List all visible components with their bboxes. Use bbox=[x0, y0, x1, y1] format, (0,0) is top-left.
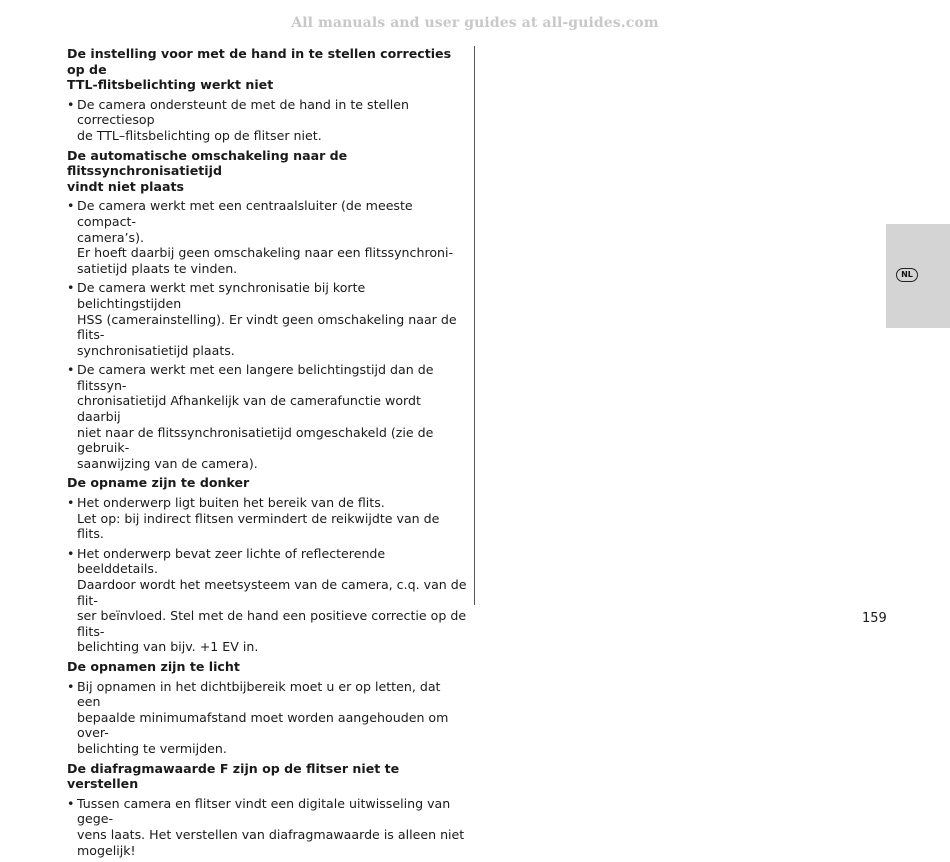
column-divider bbox=[474, 46, 475, 605]
list-item: • De camera werkt met synchronisatie bij korte belichtingstijden HSS (camerainstelling). Er vindt geen omschakeling naar de flits- synchronisatietijd plaats. bbox=[67, 280, 467, 358]
list-item: • Bij opnamen in het dichtbijbereik moet u er op letten, dat een bepaalde minimumafstand moet worden aangehouden om over- belichting te vermijden. bbox=[67, 679, 467, 757]
list-item: • Tussen camera en flitser vindt een digitale uitwisseling van gege- vens laats. Het verstellen van diafragmawaarde is alleen niet mogelijk! bbox=[67, 796, 467, 858]
section-heading: De opnamen zijn te licht bbox=[67, 658, 240, 674]
page-number: 159 bbox=[862, 611, 887, 626]
section-heading: De automatische omschakeling naar de flitssynchronisatietijd vindt niet plaats bbox=[67, 147, 348, 194]
list-item: • De camera ondersteunt de met de hand in te stellen correctiesop de TTL–flitsbelichting op de flitser niet. bbox=[67, 97, 467, 144]
troubleshooting-column bbox=[67, 46, 467, 862]
list-item: • De camera werkt met een centraalsluiter (de meeste compact- camera’s). Er hoeft daarbij geen omschakeling naar een flitssynchroni- satietijd plaats te vinden. bbox=[67, 198, 467, 276]
language-tab bbox=[886, 224, 950, 328]
section-heading: De diafragmawaarde F zijn op de flitser niet te verstellen bbox=[67, 760, 400, 792]
list-item: • De camera werkt met een langere belichtingstijd dan de flitssyn- chronisatietijd Afhankelijk van de camerafunctie wordt daarbij niet naar de flitssynchronisatietijd omgeschakeld (zie de gebruik- saanwijzing van de camera). bbox=[67, 362, 467, 471]
watermark: All manuals and user guides at all-guides.com bbox=[291, 15, 659, 31]
list-item: • Het onderwerp bevat zeer lichte of reflecterende beelddetails. Daardoor wordt het meetsysteem van de camera, c.q. van de flit- ser beïnvloed. Stel met de hand een positieve correctie op de flits- belichting van bijv. +1 EV in. bbox=[67, 546, 467, 655]
section-heading: De opname zijn te donker bbox=[67, 475, 250, 491]
language-badge: NL bbox=[896, 268, 918, 282]
section-heading: De instelling voor met de hand in te stellen correcties op de TTL-flitsbelichting werkt niet bbox=[67, 46, 452, 93]
list-item: • Het onderwerp ligt buiten het bereik van de flits. Let op: bij indirect flitsen vermindert de reikwijdte van de flits. bbox=[67, 495, 467, 542]
